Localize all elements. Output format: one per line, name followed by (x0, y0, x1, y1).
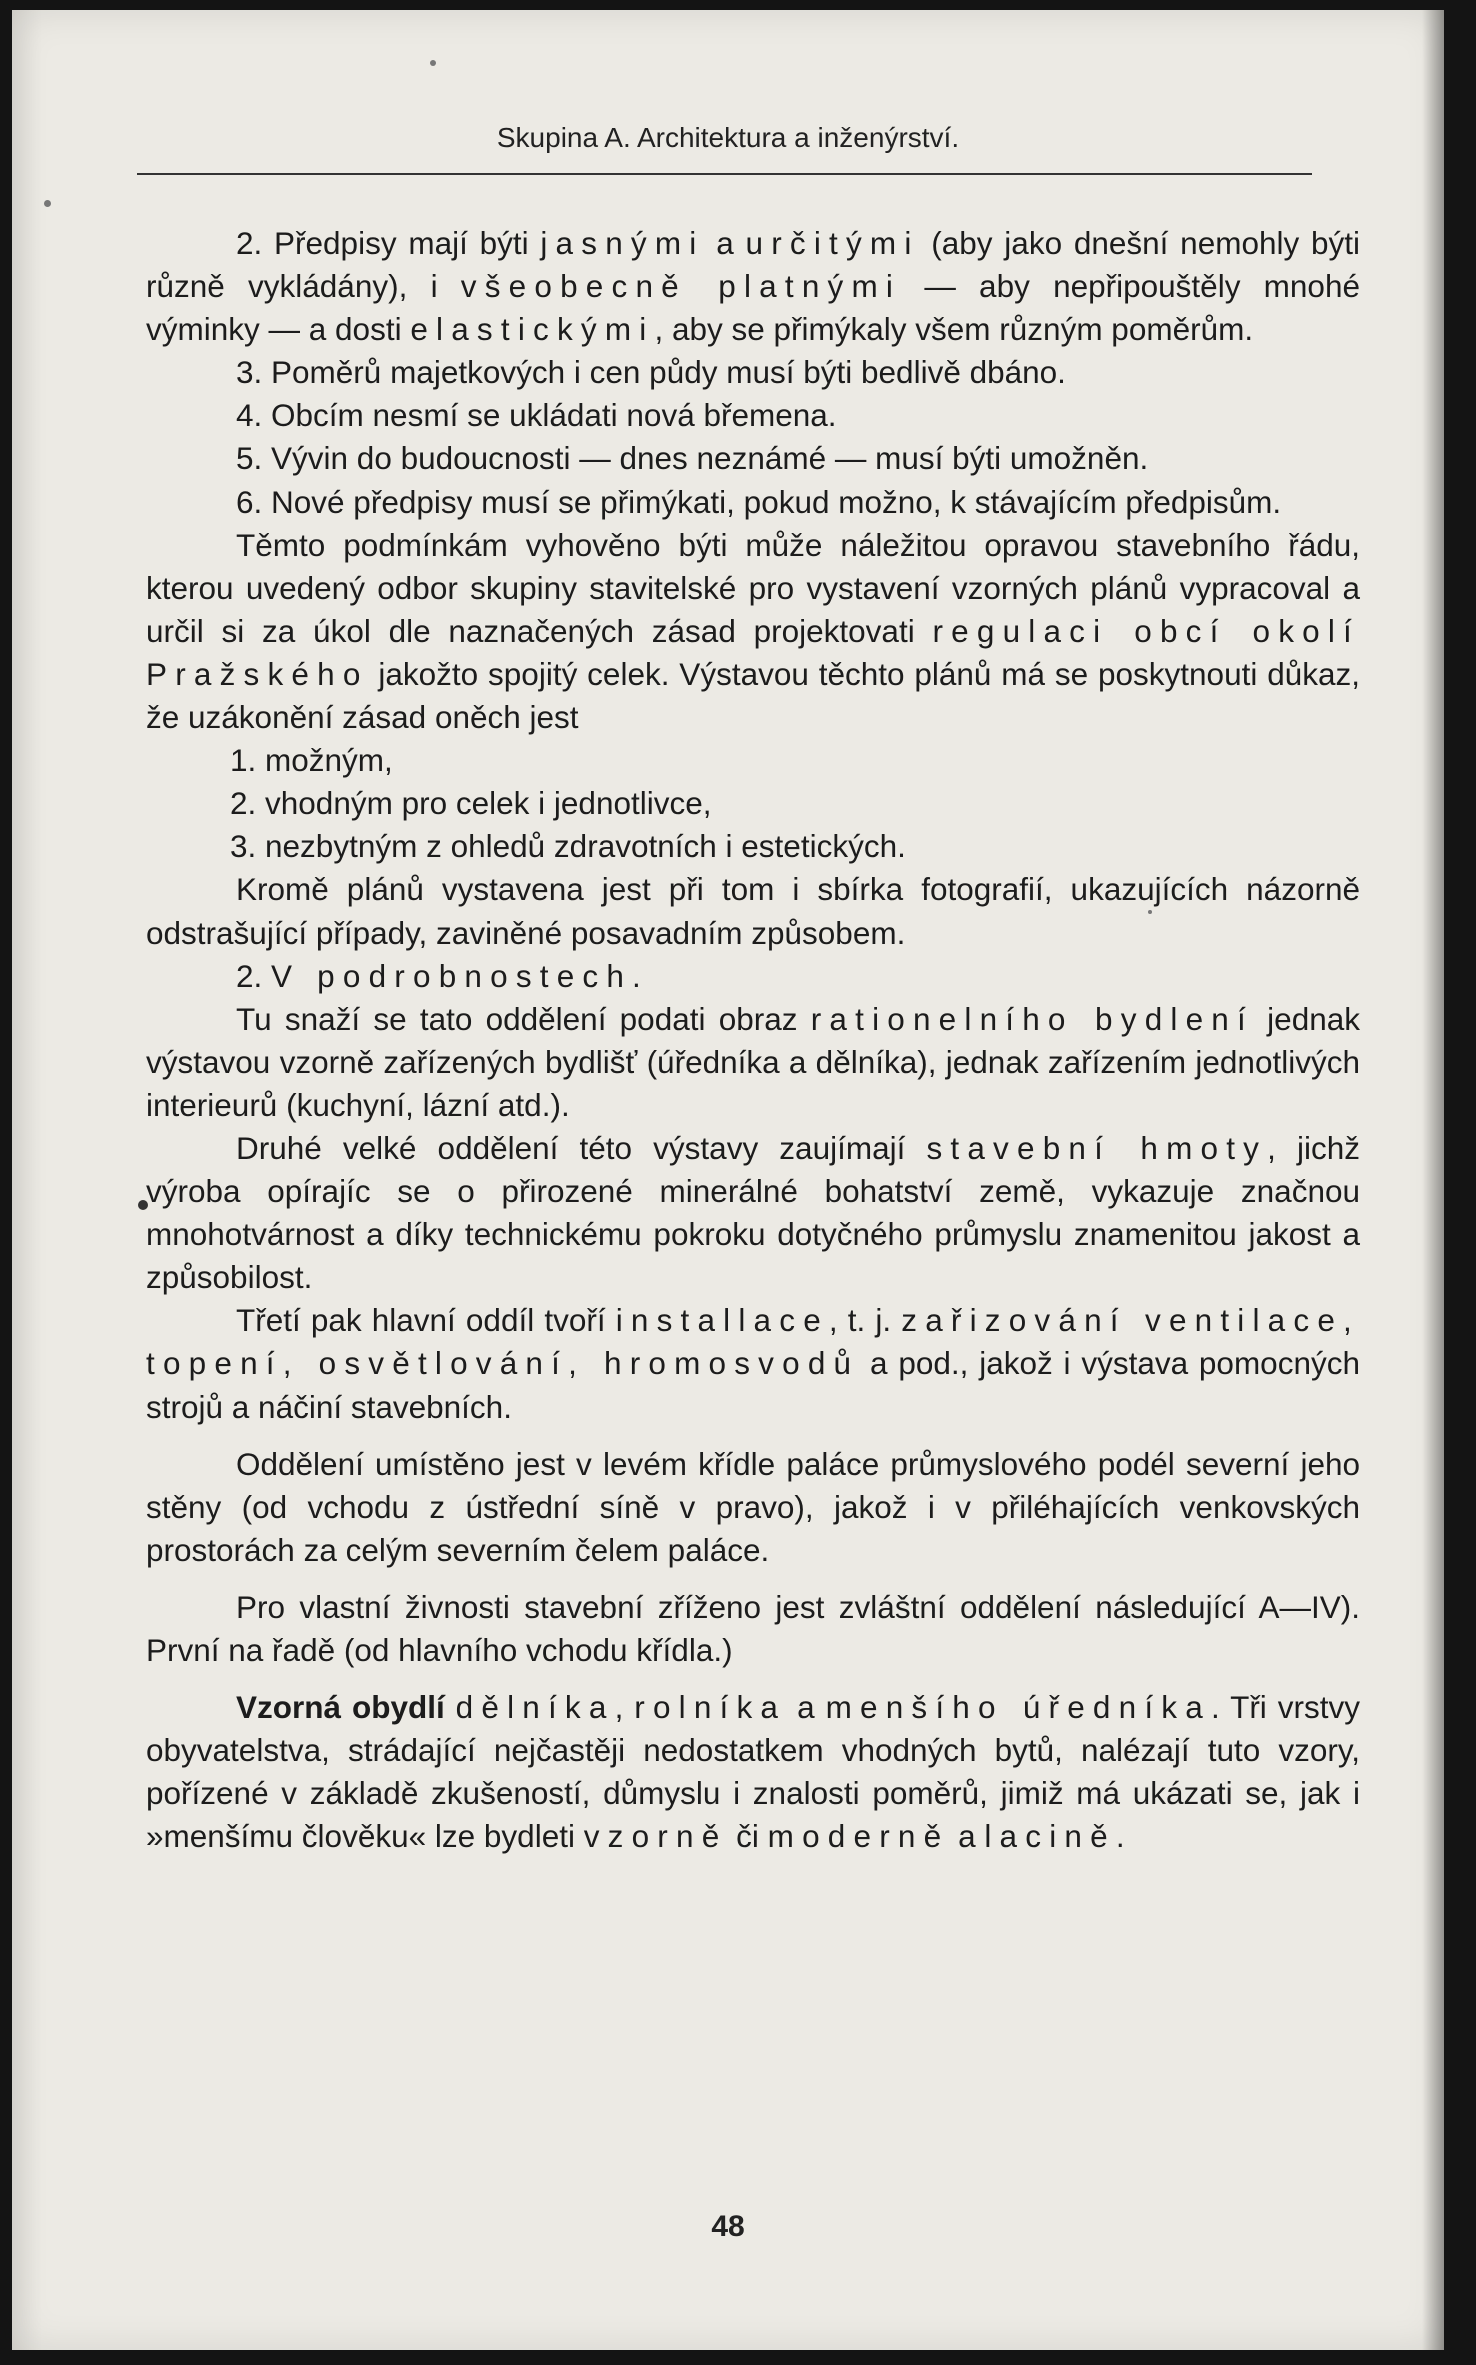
spaced-text: menšího úředníka (825, 1689, 1211, 1726)
page-number: 48 (711, 2210, 745, 2243)
paragraph-1 (146, 222, 1360, 351)
text-run: Třetí pak hlavní oddíl tvoří (236, 1302, 616, 1339)
book-page (12, 10, 1444, 2350)
paragraph-11 (146, 1299, 1360, 1428)
list-item-2: 2. vhodným pro celek i jednotlivce, (230, 785, 712, 822)
speck (44, 200, 51, 207)
text-run: . Tři vrstvy obyvatelstva, strádající nejčastěji nedostatkem vhodných bytů, nalézají tuto vzory, pořízené v základě zkušeností, důmyslu i znalosti poměrů, jimiž má ukázati se, jak i »menšímu člověku« lze bydleti (146, 1689, 1360, 1855)
text-run: jednak výstavou vzorně zařízených bydlišť (úředníka a dělníka), jednak zařízením jednotlivých interieurů (kuchyní, lázní atd.). (146, 1000, 1360, 1123)
spaced-text: určitými (745, 225, 920, 261)
spaced-text: installace (615, 1302, 829, 1339)
text-run: či (727, 1818, 768, 1855)
spaced-text: lacině (984, 1818, 1116, 1855)
text-run: a (704, 225, 746, 261)
paragraph-4: 5. Vývin do budoucnosti — dnes neznámé — musí býti umožněn. (236, 440, 1149, 477)
spaced-text: regulaci obcí okolí Pražského (146, 612, 1360, 692)
spaced-text: rationelního bydlení (810, 1000, 1254, 1037)
spaced-text: dělníka (455, 1689, 615, 1726)
spaced-text: elastickými (410, 311, 655, 348)
text-run: , t. j. (828, 1302, 902, 1339)
text-run: a (786, 1689, 826, 1726)
page-shadow-right (1422, 10, 1444, 2350)
text-run: . (1115, 1818, 1125, 1855)
list-item-1: 1. možným, (230, 742, 393, 779)
text-run: , aby se přimýkaly všem různým poměrům. (654, 311, 1254, 348)
paragraph-8 (146, 955, 1360, 998)
spaced-text: V podrobnostech. (271, 957, 649, 994)
spaced-text: vzorně (583, 1818, 728, 1855)
text-run: , (614, 1689, 635, 1726)
paragraph-10 (146, 1127, 1360, 1299)
text-run: 2. Předpisy mají býti (236, 225, 541, 261)
text-run: (aby jako dnešní nemohly býti různě vykládány), i (146, 225, 1361, 305)
spaced-text: rolníka (634, 1689, 787, 1726)
paragraph-7: Kromě plánů vystavena jest při tom i sbírka fotografií, ukazujících názorně odstrašující případy, zaviněné posavadním způsobem. (146, 871, 1360, 951)
spaced-text: stavební hmoty (926, 1129, 1268, 1166)
paragraph-13: Pro vlastní živnosti stavební zříženo jest zvláštní oddělení následující A—IV). První na řadě (od hlavního vchodu křídla.) (146, 1588, 1360, 1668)
text-run: , jichž výroba opírajíc se o přirozené minerálné bohatství země, vykazuje značnou mnohotvárnost a díky technickému pokroku dotyčného průmyslu znamenitou jakost a způsobilost. (146, 1129, 1360, 1296)
paragraph-12: Oddělení umístěno jest v levém křídle paláce průmyslového podél severní jeho stěny (od vchodu z ústřední síně v pravo), jakož i v přiléhajících venkovských prostorách za celým severním čelem paláce. (146, 1445, 1360, 1568)
paragraph-14 (146, 1686, 1360, 1858)
paragraph-2: 3. Poměrů majetkových i cen půdy musí býti bedlivě dbáno. (236, 354, 1066, 391)
text-run: Těmto podmínkám vyhověno býti může náležitou opravou stavebního řádu, kterou uvedený odbor skupiny stavitelské pro vystavení vzorných plánů vypracoval a určil si za úkol dle naznačených zásad projektovati (146, 526, 1360, 649)
running-header: Skupina A. Architektura a inženýrství. (496, 122, 960, 153)
paragraph-6 (146, 524, 1360, 739)
spaced-text: všeobecně platnými (460, 268, 902, 305)
speck (430, 60, 436, 66)
paragraph-9 (146, 998, 1360, 1127)
paragraph-5: 6. Nové předpisy musí se přimýkati, pokud možno, k stávajícím předpisům. (236, 483, 1282, 520)
spaced-text: moderně (767, 1818, 950, 1855)
text-run: Tu snaží se tato oddělení podati obraz (236, 1000, 811, 1037)
text-run: jakožto spojitý celek. Výstavou těchto plánů má se poskytnouti důkaz, že uzákonění zásad oněch jest (146, 655, 1360, 736)
bold-text: Vzorná obydlí (236, 1689, 445, 1726)
text-run: a (949, 1818, 985, 1855)
page-shadow-left (12, 10, 42, 2350)
text-run: Druhé velké oddělení této výstavy zaujímají (236, 1129, 927, 1166)
text-run (445, 1689, 456, 1725)
spaced-text: zařizování ventilace, topení, osvětlování, hromosvodů (146, 1302, 1360, 1382)
text-run: a pod., jakož i výstava pomocných strojů a náčiní stavebních. (146, 1345, 1360, 1425)
spaced-text: jasnými (540, 225, 705, 261)
text-run: — aby nepřipouštěly mnohé výminky — a dosti (146, 268, 1360, 348)
header-rule (137, 173, 1312, 175)
paragraph-3: 4. Obcím nesmí se ukládati nová břemena. (236, 397, 837, 434)
list-item-3: 3. nezbytným z ohledů zdravotních i estetických. (230, 828, 906, 865)
body-text (146, 222, 1360, 1858)
text-run: 2. (236, 957, 272, 994)
